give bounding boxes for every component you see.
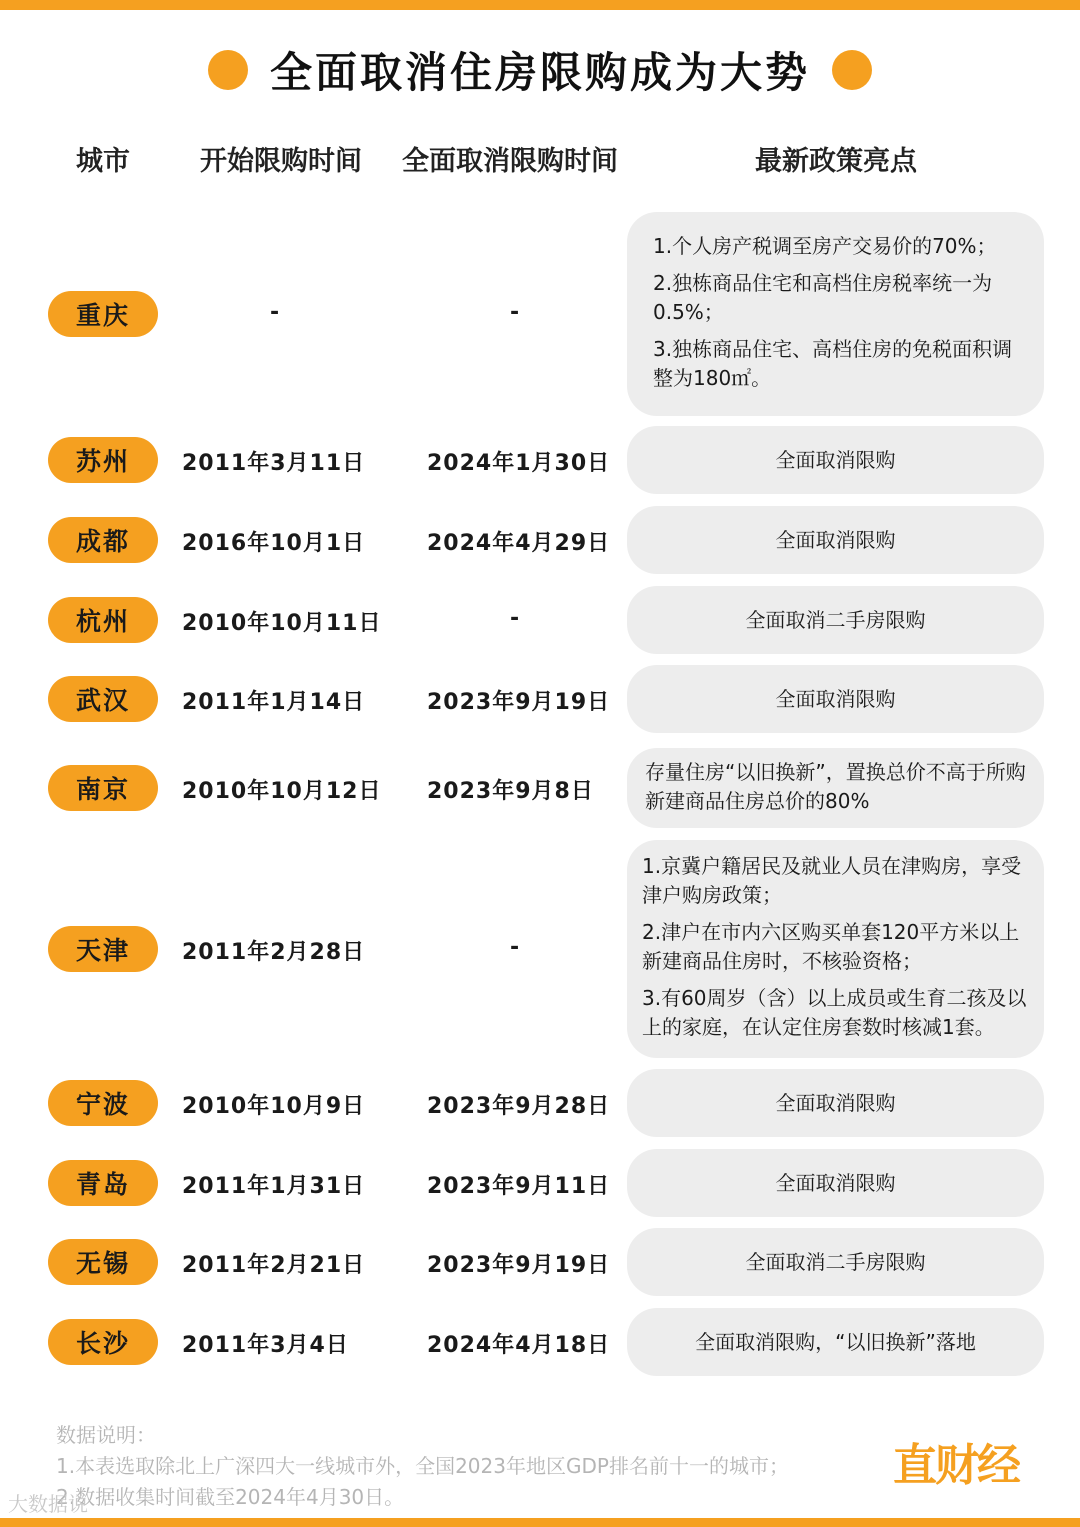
policy-box [627, 1308, 1044, 1376]
policy-box [627, 1228, 1044, 1296]
end-date: 2023年9月28日 [427, 1094, 611, 1119]
policy-item: 1.京冀户籍居民及就业人员在津购房，享受津户购房政策； [642, 854, 1022, 907]
end-date: 2023年9月8日 [427, 779, 594, 804]
end-date: 2023年9月19日 [427, 1253, 611, 1278]
notes-line-2: 2.数据收集时间截至2024年4月30日。 [56, 1485, 405, 1509]
end-date: 2024年4月18日 [427, 1333, 611, 1358]
start-date: 2011年1月14日 [182, 690, 366, 715]
start-date: 2010年10月11日 [182, 611, 382, 636]
city-badge: 宁波 [48, 1080, 158, 1126]
header-start-date: 开始限购时间 [200, 146, 362, 177]
end-date: - [510, 300, 521, 325]
policy-item: 全面取消二手房限购 [745, 607, 926, 632]
policy-item: 全面取消限购 [775, 1090, 896, 1115]
policy-item: 全面取消二手房限购 [745, 1249, 926, 1274]
city-badge: 天津 [48, 926, 158, 972]
start-date: 2011年3月4日 [182, 1333, 349, 1358]
end-date: - [510, 935, 521, 960]
policy-item: 全面取消限购 [775, 1170, 896, 1195]
policy-box [627, 506, 1044, 574]
policy-box [627, 665, 1044, 733]
city-badge: 杭州 [48, 597, 158, 643]
policy-box [627, 586, 1044, 654]
bottom-accent-bar [0, 1518, 1080, 1527]
policy-box [627, 748, 1044, 828]
end-date: 2024年1月30日 [427, 451, 611, 476]
policy-item: 全面取消限购 [775, 686, 896, 711]
policy-item: 全面取消限购 [775, 447, 896, 472]
city-badge: 重庆 [48, 291, 158, 337]
start-date: 2011年2月28日 [182, 940, 366, 965]
policy-box [627, 840, 1044, 1058]
start-date: 2011年1月31日 [182, 1174, 366, 1199]
notes-heading: 数据说明： [56, 1423, 156, 1447]
city-badge: 长沙 [48, 1319, 158, 1365]
city-badge: 青岛 [48, 1160, 158, 1206]
start-date: 2016年10月1日 [182, 531, 366, 556]
policy-item: 3.独栋商品住宅、高档住房的免税面积调整为180㎡。 [653, 337, 1013, 390]
header-end-date: 全面取消限购时间 [402, 146, 618, 177]
notes-line-1: 1.本表选取除北上广深四大一线城市外，全国2023年地区GDP排名前十一的城市； [56, 1454, 789, 1478]
policy-item: 1.个人房产税调至房产交易价的70%； [653, 234, 997, 258]
start-date: 2011年3月11日 [182, 451, 366, 476]
watermark: 大数据说 [8, 1492, 88, 1516]
page-title: 全面取消住房限购成为大势 [269, 48, 810, 97]
policy-box [627, 1149, 1044, 1217]
title-dot-right [832, 50, 872, 90]
city-badge: 南京 [48, 765, 158, 811]
policy-item: 2.独栋商品住宅和高档住房税率统一为0.5%； [653, 271, 993, 324]
city-badge: 苏州 [48, 437, 158, 483]
policy-item: 全面取消限购 [775, 527, 896, 552]
start-date: 2011年2月21日 [182, 1253, 366, 1278]
header-city: 城市 [76, 146, 130, 177]
policy-item: 全面取消限购，“以旧换新”落地 [695, 1329, 976, 1354]
title-dot-left [208, 50, 248, 90]
start-date: 2010年10月12日 [182, 779, 382, 804]
start-date: - [270, 300, 281, 325]
policy-item: 2.津户在市内六区购买单套120平方米以上新建商品住房时，不核验资格； [642, 920, 1020, 973]
end-date: 2024年4月29日 [427, 531, 611, 556]
brand-logo: 直财经 [893, 1440, 1019, 1491]
policy-item: 存量住房“以旧换新”，置换总价不高于所购新建商品住房总价的80% [645, 760, 1026, 813]
end-date: - [510, 606, 521, 631]
city-badge: 无锡 [48, 1239, 158, 1285]
header-policy-highlight: 最新政策亮点 [755, 146, 917, 177]
city-badge: 成都 [48, 517, 158, 563]
policy-item: 3.有60周岁（含）以上成员或生育二孩及以上的家庭，在认定住房套数时核减1套。 [642, 986, 1027, 1039]
policy-box [627, 212, 1044, 416]
top-accent-bar [0, 0, 1080, 10]
end-date: 2023年9月11日 [427, 1174, 611, 1199]
start-date: 2010年10月9日 [182, 1094, 366, 1119]
title-bar [0, 38, 1080, 102]
policy-box [627, 1069, 1044, 1137]
city-badge: 武汉 [48, 676, 158, 722]
policy-box [627, 426, 1044, 494]
end-date: 2023年9月19日 [427, 690, 611, 715]
data-notes [56, 1420, 789, 1513]
